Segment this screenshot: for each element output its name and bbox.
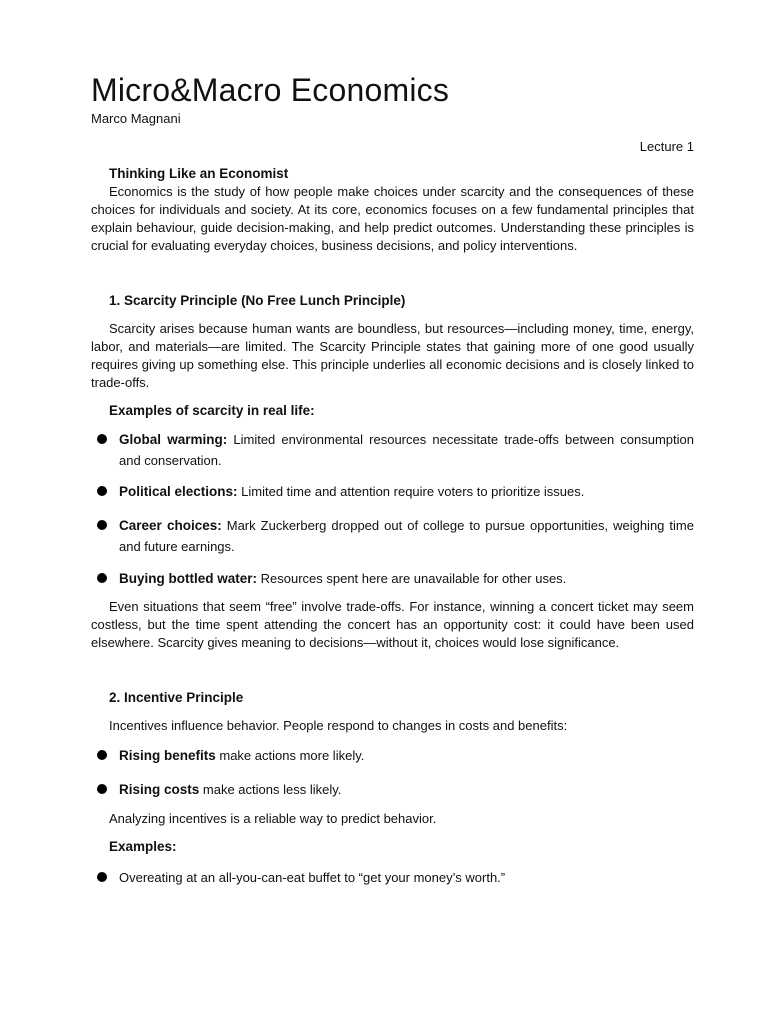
list-item xyxy=(91,779,694,800)
intro-heading: Thinking Like an Economist xyxy=(109,166,289,181)
example-text: Limited time and attention require voters to prioritize issues. xyxy=(237,484,585,499)
section1-examples-heading: Examples of scarcity in real life: xyxy=(109,403,315,418)
example-term: Political elections: xyxy=(119,484,238,499)
point-term: Rising benefits xyxy=(119,748,216,763)
example-term: Global warming: xyxy=(119,432,228,447)
author-name: Marco Magnani xyxy=(91,111,181,126)
point-text: make actions less likely. xyxy=(199,782,342,797)
section2-summary: Analyzing incentives is a reliable way to predict behavior. xyxy=(109,811,437,826)
bullet-icon xyxy=(97,573,108,584)
list-item xyxy=(91,745,694,766)
section1-closing: Even situations that seem “free” involve trade-offs. For instance, winning a concert ticket may seem costless, but the time spent attending the concert has an opportunity cost: it could have been used elsewhere. Scarcity gives meaning to decisions—without it, choices would lose significance. xyxy=(91,599,694,650)
bullet-icon xyxy=(97,434,108,445)
incentive-points-list xyxy=(91,745,694,800)
point-text: make actions more likely. xyxy=(215,748,365,763)
list-item xyxy=(91,568,694,589)
example-text: Limited environmental resources necessitate trade-offs between consumption and conservation. xyxy=(119,432,694,468)
list-item xyxy=(91,429,694,471)
scarcity-examples-list xyxy=(91,429,694,589)
section2-heading: 2. Incentive Principle xyxy=(109,690,244,705)
bullet-icon xyxy=(97,486,108,497)
bullet-icon xyxy=(97,750,108,761)
lecture-label: Lecture 1 xyxy=(639,139,694,154)
list-item xyxy=(91,515,694,557)
bullet-icon xyxy=(97,520,108,531)
document-page xyxy=(91,70,694,888)
example-text: Overeating at an all-you-can-eat buffet to “get your money’s worth.” xyxy=(119,870,506,885)
bullet-icon xyxy=(97,784,108,795)
section2-examples-heading: Examples: xyxy=(109,839,177,854)
section1-heading: 1. Scarcity Principle (No Free Lunch Principle) xyxy=(109,293,406,308)
section2-paragraph: Incentives influence behavior. People respond to changes in costs and benefits: xyxy=(109,718,568,733)
bullet-icon xyxy=(97,872,108,883)
point-term: Rising costs xyxy=(119,782,200,797)
list-item xyxy=(91,867,694,888)
incentive-examples-list xyxy=(91,867,694,888)
example-term: Buying bottled water: xyxy=(119,571,257,586)
list-item xyxy=(91,481,694,502)
example-text: Mark Zuckerberg dropped out of college to pursue opportunities, weighing time and future earnings. xyxy=(119,518,694,554)
example-term: Career choices: xyxy=(119,518,222,533)
section1-paragraph: Scarcity arises because human wants are boundless, but resources—including money, time, energy, labor, and materials—are limited. The Scarcity Principle states that gaining more of one good usually requires giving up something else. This principle underlies all economic decisions and is closely linked to trade-offs. xyxy=(91,321,694,390)
example-text: Resources spent here are unavailable for other uses. xyxy=(257,571,567,586)
intro-paragraph: Economics is the study of how people make choices under scarcity and the consequences of these choices for individuals and society. At its core, economics focuses on a few fundamental principles that explain behaviour, guide decision-making, and help predict outcomes. Understanding these principles is crucial for evaluating everyday choices, business decisions, and policy interventions. xyxy=(91,184,694,253)
document-title: Micro&Macro Economics xyxy=(91,72,450,108)
